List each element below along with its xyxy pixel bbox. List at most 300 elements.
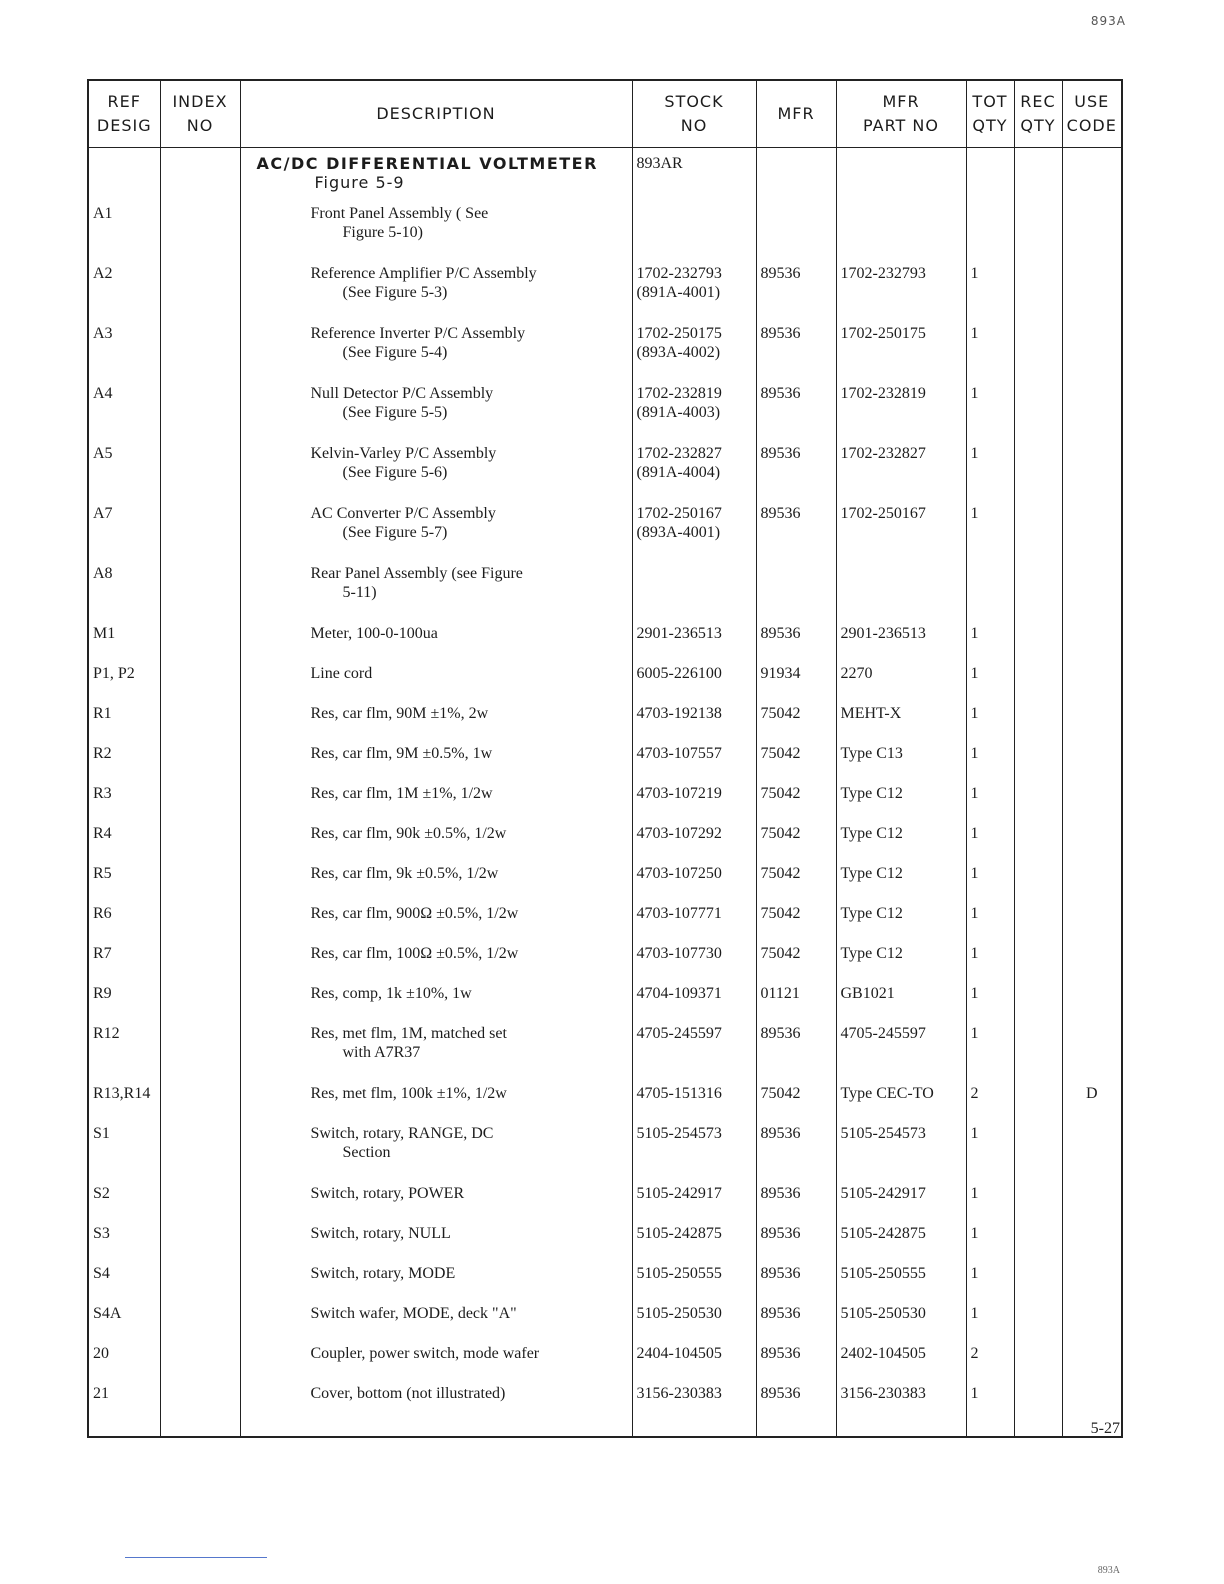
description-continuation: 5-11)	[342, 584, 377, 601]
stock-no-cell	[632, 944, 756, 984]
stock-no-text: 3156-230383	[636, 1385, 722, 1402]
mfr-part-no-cell	[836, 204, 966, 264]
stock-no-cell	[632, 864, 756, 904]
mfr-part-no-cell: 5105-254573	[836, 1124, 966, 1184]
mfr-cell: 89536	[756, 1184, 836, 1224]
stock-no-text: 5105-254573	[636, 1125, 722, 1142]
stock-no-text: 4704-109371	[636, 985, 722, 1002]
stock-no-text: 1702-232827	[636, 445, 722, 462]
index-no-cell	[160, 324, 240, 384]
mfr-cell: 89536	[756, 504, 836, 564]
mfr-part-no-cell: 5105-242875	[836, 1224, 966, 1264]
use-code-cell	[1062, 264, 1122, 324]
ref-desig-cell: S1	[88, 1124, 160, 1184]
table-row	[88, 664, 1122, 704]
description-text: Reference Inverter P/C Assembly	[310, 325, 526, 342]
table-row	[88, 744, 1122, 784]
mfr-part-no-cell: 1702-250175	[836, 324, 966, 384]
stock-no-cell	[632, 1124, 756, 1184]
mfr-cell: 89536	[756, 384, 836, 444]
stock-no-alt: (891A-4001)	[636, 284, 721, 301]
use-code-cell	[1062, 624, 1122, 664]
mfr-cell: 89536	[756, 1124, 836, 1184]
stock-no-cell	[632, 264, 756, 324]
use-code-cell	[1062, 864, 1122, 904]
description-continuation: Section	[342, 1144, 391, 1161]
ref-desig-cell: R6	[88, 904, 160, 944]
stock-no-text: 1702-250167	[636, 505, 722, 522]
col-header-tot-qty: TOT QTY	[966, 80, 1014, 148]
stock-no-cell	[632, 1304, 756, 1344]
use-code-cell	[1062, 324, 1122, 384]
tot-qty-cell: 1	[966, 744, 1014, 784]
assembly-title: AC/DC DIFFERENTIAL VOLTMETER	[256, 154, 598, 173]
stock-no-cell	[632, 204, 756, 264]
description-cell	[240, 664, 632, 704]
ref-desig-cell: A4	[88, 384, 160, 444]
mfr-part-no-cell: Type C12	[836, 784, 966, 824]
table-row	[88, 504, 1122, 564]
stock-no-cell	[632, 564, 756, 624]
index-no-cell	[160, 864, 240, 904]
stock-no-text: 4705-245597	[636, 1025, 722, 1042]
description-text: Kelvin-Varley P/C Assembly	[310, 445, 497, 462]
stock-no-cell	[632, 1184, 756, 1224]
description-text: Res, car flm, 90M ±1%, 2w	[310, 705, 489, 722]
description-cell	[240, 944, 632, 984]
table-row	[88, 564, 1122, 624]
table-row	[88, 984, 1122, 1024]
rec-qty-cell	[1014, 744, 1062, 784]
description-text: Coupler, power switch, mode wafer	[310, 1345, 540, 1362]
description-cell	[240, 784, 632, 824]
rec-qty-cell	[1014, 824, 1062, 864]
mfr-cell: 75042	[756, 824, 836, 864]
mfr-cell	[756, 204, 836, 264]
use-code-cell	[1062, 984, 1122, 1024]
mfr-cell: 89536	[756, 1344, 836, 1384]
stock-no-cell	[632, 624, 756, 664]
mfr-cell: 89536	[756, 324, 836, 384]
table-row	[88, 1384, 1122, 1437]
description-text: AC Converter P/C Assembly	[310, 505, 496, 522]
use-code-cell	[1062, 744, 1122, 784]
mfr-cell: 89536	[756, 624, 836, 664]
use-code-cell	[1062, 824, 1122, 864]
stock-no-text: 4703-107250	[636, 865, 722, 882]
col-header-stock-no: STOCK NO	[632, 80, 756, 148]
use-code-cell	[1062, 704, 1122, 744]
mfr-cell	[756, 564, 836, 624]
table-row	[88, 1084, 1122, 1124]
index-no-cell	[160, 564, 240, 624]
mfr-part-no-cell: 2402-104505	[836, 1344, 966, 1384]
rec-qty-cell	[1014, 784, 1062, 824]
tot-qty-cell: 1	[966, 504, 1014, 564]
stock-no-text: 4703-107771	[636, 905, 722, 922]
description-cell	[240, 504, 632, 564]
mfr-cell: 75042	[756, 904, 836, 944]
description-text: Res, car flm, 9k ±0.5%, 1/2w	[310, 865, 499, 882]
rec-qty-cell	[1014, 944, 1062, 984]
use-code-cell	[1062, 1264, 1122, 1304]
stock-no-alt: (893A-4002)	[636, 344, 721, 361]
tot-qty-cell: 1	[966, 784, 1014, 824]
tot-qty-cell: 1	[966, 824, 1014, 864]
footer-rule	[125, 1557, 267, 1558]
ref-desig-cell: R7	[88, 944, 160, 984]
mfr-part-no-cell: MEHT-X	[836, 704, 966, 744]
mfr-cell: 75042	[756, 704, 836, 744]
table-header-row	[88, 80, 1122, 148]
stock-no-alt: (891A-4003)	[636, 404, 721, 421]
stock-no-text: 5105-250555	[636, 1265, 722, 1282]
rec-qty-cell	[1014, 504, 1062, 564]
table-row	[88, 864, 1122, 904]
table-row	[88, 704, 1122, 744]
table-row	[88, 1304, 1122, 1344]
rec-qty-cell	[1014, 264, 1062, 324]
description-cell	[240, 1344, 632, 1384]
ref-desig-cell: A5	[88, 444, 160, 504]
mfr-part-no-cell: Type C12	[836, 864, 966, 904]
tot-qty-cell: 1	[966, 1224, 1014, 1264]
index-no-cell	[160, 384, 240, 444]
stock-no-text: 4703-107219	[636, 785, 722, 802]
description-continuation: (See Figure 5-5)	[342, 404, 448, 421]
description-cell	[240, 904, 632, 944]
table-row	[88, 264, 1122, 324]
table-row	[88, 784, 1122, 824]
table-row	[88, 1264, 1122, 1304]
mfr-part-no-cell: 2901-236513	[836, 624, 966, 664]
tot-qty-cell: 1	[966, 864, 1014, 904]
ref-desig-cell: R2	[88, 744, 160, 784]
description-text: Res, car flm, 1M ±1%, 1/2w	[310, 785, 493, 802]
tot-qty-cell: 2	[966, 1084, 1014, 1124]
mfr-part-no-cell: 5105-250530	[836, 1304, 966, 1344]
index-no-cell	[160, 264, 240, 324]
use-code-cell	[1062, 204, 1122, 264]
mfr-part-no-cell: Type CEC-TO	[836, 1084, 966, 1124]
tot-qty-cell: 1	[966, 384, 1014, 444]
mfr-cell: 01121	[756, 984, 836, 1024]
rec-qty-cell	[1014, 384, 1062, 444]
use-code-cell	[1062, 1024, 1122, 1084]
description-cell	[240, 264, 632, 324]
rec-qty-cell	[1014, 1024, 1062, 1084]
page-number: 5-27	[1090, 1420, 1120, 1437]
tot-qty-cell: 1	[966, 444, 1014, 504]
stock-no-cell	[632, 444, 756, 504]
mfr-cell: 89536	[756, 1264, 836, 1304]
stock-no-cell	[632, 1224, 756, 1264]
use-code-cell	[1062, 904, 1122, 944]
stock-no-alt: (891A-4004)	[636, 464, 721, 481]
stock-no-text: 1702-232819	[636, 385, 722, 402]
use-code-cell: D	[1062, 1084, 1122, 1124]
mfr-cell: 75042	[756, 784, 836, 824]
use-code-cell	[1062, 784, 1122, 824]
ref-desig-cell: A7	[88, 504, 160, 564]
col-header-use-code: USE CODE	[1062, 80, 1122, 148]
tot-qty-cell: 1	[966, 1024, 1014, 1084]
index-no-cell	[160, 444, 240, 504]
use-code-cell	[1062, 444, 1122, 504]
mfr-part-no-cell: Type C12	[836, 944, 966, 984]
table-row	[88, 944, 1122, 984]
rec-qty-cell	[1014, 864, 1062, 904]
stock-no-text: 5105-242917	[636, 1185, 722, 1202]
assembly-stock-no: 893AR	[632, 148, 756, 205]
description-cell	[240, 564, 632, 624]
mfr-cell: 89536	[756, 1304, 836, 1344]
mfr-cell: 75042	[756, 744, 836, 784]
mfr-cell: 91934	[756, 664, 836, 704]
ref-desig-cell: R5	[88, 864, 160, 904]
index-no-cell	[160, 904, 240, 944]
table-row	[88, 1124, 1122, 1184]
col-header-mfr: MFR	[756, 80, 836, 148]
stock-no-text: 1702-232793	[636, 265, 722, 282]
ref-desig-cell: S2	[88, 1184, 160, 1224]
description-text: Front Panel Assembly ( See	[310, 205, 489, 222]
description-text: Switch, rotary, RANGE, DC	[310, 1125, 494, 1142]
rec-qty-cell	[1014, 1084, 1062, 1124]
description-cell	[240, 1084, 632, 1124]
description-text: Null Detector P/C Assembly	[310, 385, 494, 402]
stock-no-cell	[632, 504, 756, 564]
description-continuation: (See Figure 5-7)	[342, 524, 448, 541]
description-text: Res, comp, 1k ±10%, 1w	[310, 985, 472, 1002]
stock-no-text: 5105-242875	[636, 1225, 722, 1242]
stock-no-text: 4703-192138	[636, 705, 722, 722]
stock-no-cell	[632, 1344, 756, 1384]
tot-qty-cell: 1	[966, 324, 1014, 384]
description-cell	[240, 444, 632, 504]
description-cell	[240, 824, 632, 864]
description-continuation: with A7R37	[342, 1044, 421, 1061]
table-row	[88, 1344, 1122, 1384]
stock-no-cell	[632, 984, 756, 1024]
ref-desig-cell: M1	[88, 624, 160, 664]
description-cell	[240, 864, 632, 904]
mfr-part-no-cell: Type C12	[836, 824, 966, 864]
ref-desig-cell: P1, P2	[88, 664, 160, 704]
stock-no-cell	[632, 824, 756, 864]
rec-qty-cell	[1014, 324, 1062, 384]
rec-qty-cell	[1014, 564, 1062, 624]
tot-qty-cell: 1	[966, 904, 1014, 944]
ref-desig-cell: R12	[88, 1024, 160, 1084]
description-text: Reference Amplifier P/C Assembly	[310, 265, 537, 282]
ref-desig-cell: R9	[88, 984, 160, 1024]
col-header-rec-qty: REC QTY	[1014, 80, 1062, 148]
stock-no-alt: (893A-4001)	[636, 524, 721, 541]
rec-qty-cell	[1014, 1224, 1062, 1264]
description-text: Line cord	[310, 665, 373, 682]
stock-no-text: 4705-151316	[636, 1085, 722, 1102]
tot-qty-cell: 1	[966, 1304, 1014, 1344]
stock-no-text: 2404-104505	[636, 1345, 722, 1362]
description-cell	[240, 1184, 632, 1224]
description-cell	[240, 204, 632, 264]
description-cell	[240, 704, 632, 744]
index-no-cell	[160, 624, 240, 664]
description-cell	[240, 1024, 632, 1084]
description-cell	[240, 984, 632, 1024]
mfr-part-no-cell: 1702-232819	[836, 384, 966, 444]
use-code-cell	[1062, 664, 1122, 704]
mfr-cell: 89536	[756, 264, 836, 324]
description-cell	[240, 744, 632, 784]
mfr-cell: 89536	[756, 1024, 836, 1084]
mfr-part-no-cell: 1702-232793	[836, 264, 966, 324]
col-header-description: DESCRIPTION	[240, 80, 632, 148]
mfr-part-no-cell: 5105-250555	[836, 1264, 966, 1304]
stock-no-cell	[632, 704, 756, 744]
table-row	[88, 384, 1122, 444]
description-text: Rear Panel Assembly (see Figure	[310, 565, 523, 582]
rec-qty-cell	[1014, 1184, 1062, 1224]
index-no-cell	[160, 1304, 240, 1344]
index-no-cell	[160, 664, 240, 704]
ref-desig-cell: A8	[88, 564, 160, 624]
mfr-part-no-cell: 3156-230383	[836, 1384, 966, 1437]
rec-qty-cell	[1014, 444, 1062, 504]
col-header-index-no: INDEX NO	[160, 80, 240, 148]
description-continuation: (See Figure 5-6)	[342, 464, 448, 481]
stock-no-cell	[632, 664, 756, 704]
index-no-cell	[160, 984, 240, 1024]
tot-qty-cell	[966, 564, 1014, 624]
table-row	[88, 1224, 1122, 1264]
description-text: Cover, bottom (not illustrated)	[310, 1385, 506, 1402]
description-text: Res, car flm, 9M ±0.5%, 1w	[310, 745, 493, 762]
mfr-part-no-cell: 4705-245597	[836, 1024, 966, 1084]
mfr-part-no-cell: 1702-250167	[836, 504, 966, 564]
description-cell	[240, 1304, 632, 1344]
tot-qty-cell: 1	[966, 624, 1014, 664]
stock-no-cell	[632, 1024, 756, 1084]
stock-no-text: 2901-236513	[636, 625, 722, 642]
description-cell	[240, 1264, 632, 1304]
description-continuation: Figure 5-10)	[342, 224, 423, 241]
mfr-cell: 75042	[756, 864, 836, 904]
use-code-cell	[1062, 384, 1122, 444]
tot-qty-cell	[966, 204, 1014, 264]
index-no-cell	[160, 1224, 240, 1264]
description-continuation: (See Figure 5-4)	[342, 344, 448, 361]
index-no-cell	[160, 1344, 240, 1384]
stock-no-text: 4703-107292	[636, 825, 722, 842]
stock-no-cell	[632, 784, 756, 824]
index-no-cell	[160, 1384, 240, 1437]
use-code-cell	[1062, 1344, 1122, 1384]
stock-no-cell	[632, 904, 756, 944]
ref-desig-cell: A3	[88, 324, 160, 384]
mfr-part-no-cell: Type C13	[836, 744, 966, 784]
rec-qty-cell	[1014, 1264, 1062, 1304]
tot-qty-cell: 1	[966, 1184, 1014, 1224]
rec-qty-cell	[1014, 1304, 1062, 1344]
table-row	[88, 204, 1122, 264]
ref-desig-cell: S4A	[88, 1304, 160, 1344]
table-row	[88, 1024, 1122, 1084]
description-text: Res, met flm, 100k ±1%, 1/2w	[310, 1085, 507, 1102]
description-text: Switch, rotary, MODE	[310, 1265, 456, 1282]
description-cell	[240, 1224, 632, 1264]
mfr-cell: 75042	[756, 944, 836, 984]
index-no-cell	[160, 1024, 240, 1084]
mfr-part-no-cell: 2270	[836, 664, 966, 704]
rec-qty-cell	[1014, 1344, 1062, 1384]
use-code-cell	[1062, 504, 1122, 564]
description-cell	[240, 1384, 632, 1437]
index-no-cell	[160, 744, 240, 784]
rec-qty-cell	[1014, 204, 1062, 264]
description-text: Switch, rotary, NULL	[310, 1225, 451, 1242]
description-cell	[240, 384, 632, 444]
table-row	[88, 624, 1122, 664]
stock-no-text: 4703-107557	[636, 745, 722, 762]
ref-desig-cell: R1	[88, 704, 160, 744]
description-text: Res, met flm, 1M, matched set	[310, 1025, 507, 1042]
ref-desig-cell: A1	[88, 204, 160, 264]
description-cell	[240, 324, 632, 384]
stock-no-cell	[632, 1264, 756, 1304]
stock-no-cell	[632, 1084, 756, 1124]
tot-qty-cell: 1	[966, 984, 1014, 1024]
tot-qty-cell: 1	[966, 1384, 1014, 1437]
ref-desig-cell: 21	[88, 1384, 160, 1437]
stock-no-text: 1702-250175	[636, 325, 722, 342]
description-continuation: (See Figure 5-3)	[342, 284, 448, 301]
ref-desig-cell: 20	[88, 1344, 160, 1384]
parts-list-table	[87, 79, 1123, 1438]
stock-no-cell	[632, 744, 756, 784]
rec-qty-cell	[1014, 664, 1062, 704]
tot-qty-cell: 1	[966, 264, 1014, 324]
use-code-cell	[1062, 1184, 1122, 1224]
description-text: Switch wafer, MODE, deck "A"	[310, 1305, 517, 1322]
mfr-part-no-cell: Type C12	[836, 904, 966, 944]
tot-qty-cell: 2	[966, 1344, 1014, 1384]
ref-desig-cell: A2	[88, 264, 160, 324]
header-mark: 893A	[1090, 14, 1126, 28]
ref-desig-cell: S3	[88, 1224, 160, 1264]
tot-qty-cell: 1	[966, 664, 1014, 704]
use-code-cell	[1062, 1124, 1122, 1184]
footer-mark: 893A	[1097, 1565, 1120, 1576]
index-no-cell	[160, 1264, 240, 1304]
table-row	[88, 1184, 1122, 1224]
assembly-figure-ref: Figure 5-9	[314, 173, 405, 192]
col-header-ref-desig: REF DESIG	[88, 80, 160, 148]
assembly-title-row	[88, 148, 1122, 205]
stock-no-cell	[632, 324, 756, 384]
index-no-cell	[160, 1084, 240, 1124]
description-cell	[240, 624, 632, 664]
index-no-cell	[160, 1124, 240, 1184]
ref-desig-cell: R3	[88, 784, 160, 824]
mfr-cell: 89536	[756, 444, 836, 504]
description-text: Res, car flm, 900Ω ±0.5%, 1/2w	[310, 905, 519, 922]
stock-no-text: 4703-107730	[636, 945, 722, 962]
index-no-cell	[160, 1184, 240, 1224]
mfr-cell: 89536	[756, 1224, 836, 1264]
mfr-cell: 89536	[756, 1384, 836, 1437]
